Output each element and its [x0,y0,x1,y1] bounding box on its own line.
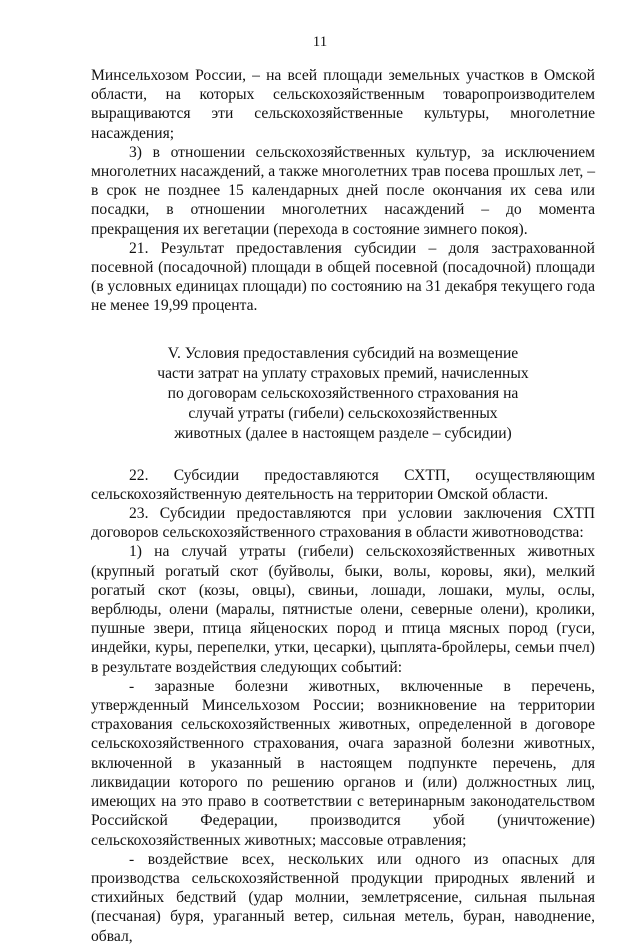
document-body [91,66,595,946]
paragraph-bullet-diseases: - заразные болезни животных, включенные в перечень, утвержденный Минсельхозом России; возникновение на территории страхования сельскохозяйственных животных, определенной в договоре сельскохозяйственного страхования, очага заразной болезни животных, включенной в указанный в настоящем подпункте перечень, для ликвидации которого по решению органов и (или) должностных лиц, имеющих на это право в соответствии с ветеринарным законодательством Российской Федерации, производится убой (уничтожение) сельскохозяйственных животных; массовые отравления; [91,677,595,849]
paragraph-bullet-natural-events: - воздействие всех, нескольких или одного из опасных для производства сельскохозяйственной продукции природных явлений и стихийных бедствий (удар молнии, землетрясение, сильная пыльная (песчаная) буря, ураганный ветер, сильная метель, буран, наводнение, обвал, [91,850,595,945]
paragraph-continuation: Минсельхозом России, – на всей площади земельных участков в Омской области, на которых сельскохозяйственным товаропроизводителем выращиваются эти сельскохозяйственные культуры, многолетние насаждения; [91,67,595,142]
paragraph-21: 21. Результат предоставления субсидии – доля застрахованной посевной (посадочной) площади в общей посевной (посадочной) площади (в условных единицах площади) по состоянию на 31 декабря текущего года не менее 19,99 процента. [91,239,595,315]
page-number: 11 [312,34,328,50]
paragraph-22: 22. Субсидии предоставляются СХТП, осуществляющим сельскохозяйственную деятельность на территории Омской области. [91,466,595,503]
paragraph-item-3: 3) в отношении сельскохозяйственных культур, за исключением многолетних насаждений, а также многолетних трав посева прошлых лет, – в срок не позднее 15 календарных дней после окончания их сева или посадки, в отношении многолетних насаждений – до момента прекращения их вегетации (перехода в состояние зимнего покоя). [91,143,595,238]
paragraph-23: 23. Субсидии предоставляются при условии заключения СХТП договоров сельскохозяйственного страхования в области животноводства: [91,505,595,542]
paragraph-23-item-1: 1) на случай утраты (гибели) сельскохозяйственных животных (крупный рогатый скот (буйволы, быки, волы, коровы, яки), мелкий рогатый скот (козы, овцы), свиньи, лошади, лошаки, мулы, ослы, верблюды, олени (маралы, пятнистые олени, северные олени), кролики, пушные звери, птица яйценоских пород и птица мясных пород (гуси, индейки, куры, перепелки, утки, цесарки), цыплята-бройлеры, семьи пчел) в результате воздействия следующих событий: [91,543,595,676]
section-heading: V. Условия предоставления субсидий на возмещение части затрат на уплату страховых премий, начисленных по договорам сельскохозяйственного страхования на случай утраты (гибели) сельскохозяйственных животных (далее в настоящем разделе – субсидии) [157,344,529,442]
section-spacer [91,444,595,466]
